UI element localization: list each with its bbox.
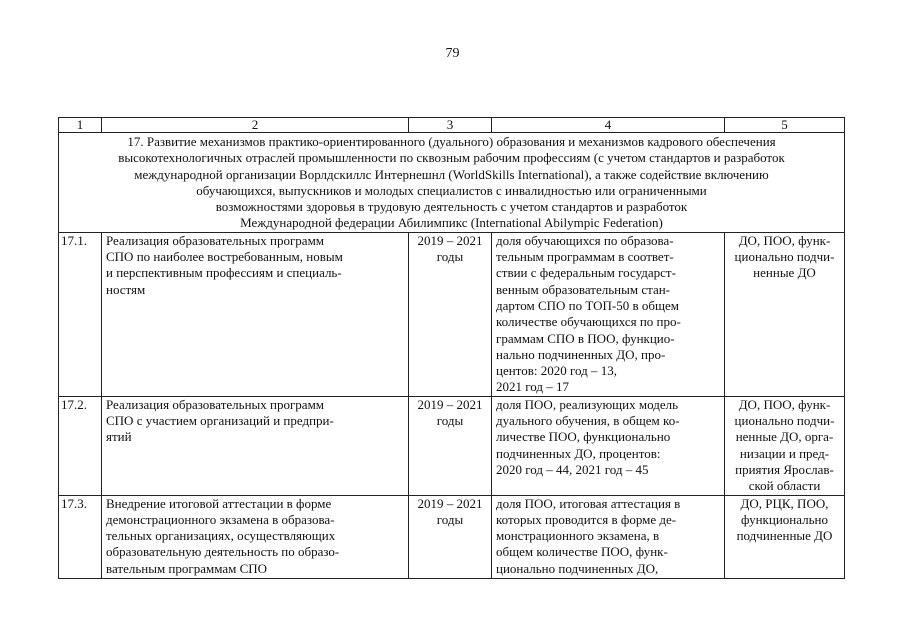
indicator-line: тельным программам в соответ- [496,249,674,265]
measure-line: образовательную деятельность по образо- [106,544,340,560]
header-col-2: 2 [102,118,409,133]
section-row [59,133,845,233]
indicator-line: венным образовательным стан- [496,281,671,297]
indicator-line: ционально подчиненных ДО, [496,560,659,576]
header-col-5: 5 [725,118,845,133]
indicator-line: дуального обучения, в общем ко- [496,413,680,429]
indicator-line: 2020 год – 44, 2021 год – 45 [496,461,649,477]
indicator-cell [492,495,725,578]
header-col-3: 3 [409,118,492,133]
section-heading-line: возможностями здоровья в трудовую деятельность с учетом стандартов и разработок [215,199,688,215]
period-line: годы [436,249,464,265]
measure-line: СПО по наиболее востребованным, новым [106,249,343,265]
measure-line: ностям [106,281,146,297]
measure-line: Реализация образовательных программ [106,232,325,248]
measure-cell [102,232,409,396]
period-cell [409,232,492,396]
page-number: 79 [445,46,460,61]
executors-line: приятия Ярослав- [735,461,834,477]
measure-line: ятий [106,429,132,445]
executors-line: ДО, ПОО, функ- [738,232,831,248]
indicator-line: количестве обучающихся по про- [496,314,681,330]
executors-line: низации и пред- [739,445,830,461]
executors-line: ской области [748,478,821,494]
section-heading-line: международной организации Ворлдскиллс Интернешнл (WorldSkills International), а также содействие включению [134,166,769,182]
executors-line: функционально [740,511,828,527]
section-heading-line: обучающихся, выпускников и молодых специалистов с инвалидностью или ограниченными [196,182,707,198]
row-number: 17.3. [59,495,102,578]
executors-line: ДО, РЦК, ПОО, [740,495,829,511]
indicator-cell [492,232,725,396]
period-line: 2019 – 2021 [417,495,483,511]
executors-line: ненные ДО [753,265,816,281]
measure-cell [102,495,409,578]
executors-line: ционально подчи- [734,413,835,429]
table-row [59,396,845,495]
indicator-line: которых проводится в форме де- [496,511,677,527]
executors-line: подчиненные ДО [736,528,833,544]
indicator-cell [492,396,725,495]
period-line: 2019 – 2021 [417,396,483,412]
measure-line: демонстрационного экзамена в образова- [106,511,335,527]
measure-line: и перспективным профессиям и специаль- [106,265,342,281]
measure-line: СПО с участием организаций и предпри- [106,413,334,429]
indicator-line: дартом СПО по ТОП-50 в общем [496,297,679,313]
executors-cell [725,495,845,578]
table-row [59,232,845,396]
indicator-line: нально подчиненных ДО, про- [496,346,666,362]
header-row [59,118,845,133]
section-heading-line: высокотехнологичных отраслей промышленности по сквозным рабочим профессиям (с учетом стандартов и разработок [118,150,785,166]
executors-line: ненные ДО, орга- [735,429,834,445]
measure-line: тельных организациях, осуществляющих [106,528,336,544]
row-number: 17.1. [59,232,102,396]
indicator-line: ствии с федеральным государст- [496,265,676,281]
indicator-line: личестве ПОО, функционально [496,429,671,445]
header-col-4: 4 [492,118,725,133]
measure-cell [102,396,409,495]
header-col-1: 1 [59,118,102,133]
section-heading [59,133,845,233]
row-number: 17.2. [59,396,102,495]
period-line: 2019 – 2021 [417,232,483,248]
measure-line: вательным программам СПО [106,560,268,576]
period-cell [409,495,492,578]
period-cell [409,396,492,495]
indicator-line: доля обучающихся по образова- [496,232,674,248]
indicator-line: центов: 2020 год – 13, [496,363,617,379]
executors-line: ционально подчи- [734,249,835,265]
table-row [59,495,845,578]
indicator-line: доля ПОО, реализующих модель [496,396,679,412]
period-line: годы [436,413,464,429]
indicator-line: общем количестве ПОО, функ- [496,544,668,560]
section-heading-line: Международной федерации Абилимпикс (International Abilympic Federation) [240,215,663,231]
executors-cell [725,396,845,495]
measure-line: Внедрение итоговой аттестации в форме [106,495,332,511]
indicator-line: подчиненных ДО, процентов: [496,445,661,461]
section-heading-line: 17. Развитие механизмов практико-ориентированного (дуального) образования и механизмов кадрового обеспечения [127,134,776,149]
indicator-line: 2021 год – 17 [496,379,569,395]
measure-line: Реализация образовательных программ [106,396,325,412]
indicator-line: граммам СПО в ПОО, функцио- [496,330,675,346]
indicator-line: монстрационного экзамена, в [496,528,660,544]
executors-line: ДО, ПОО, функ- [738,396,831,412]
indicator-line: доля ПОО, итоговая аттестация в [496,495,681,511]
executors-cell [725,232,845,396]
measures-table [58,117,845,579]
period-line: годы [436,511,464,527]
